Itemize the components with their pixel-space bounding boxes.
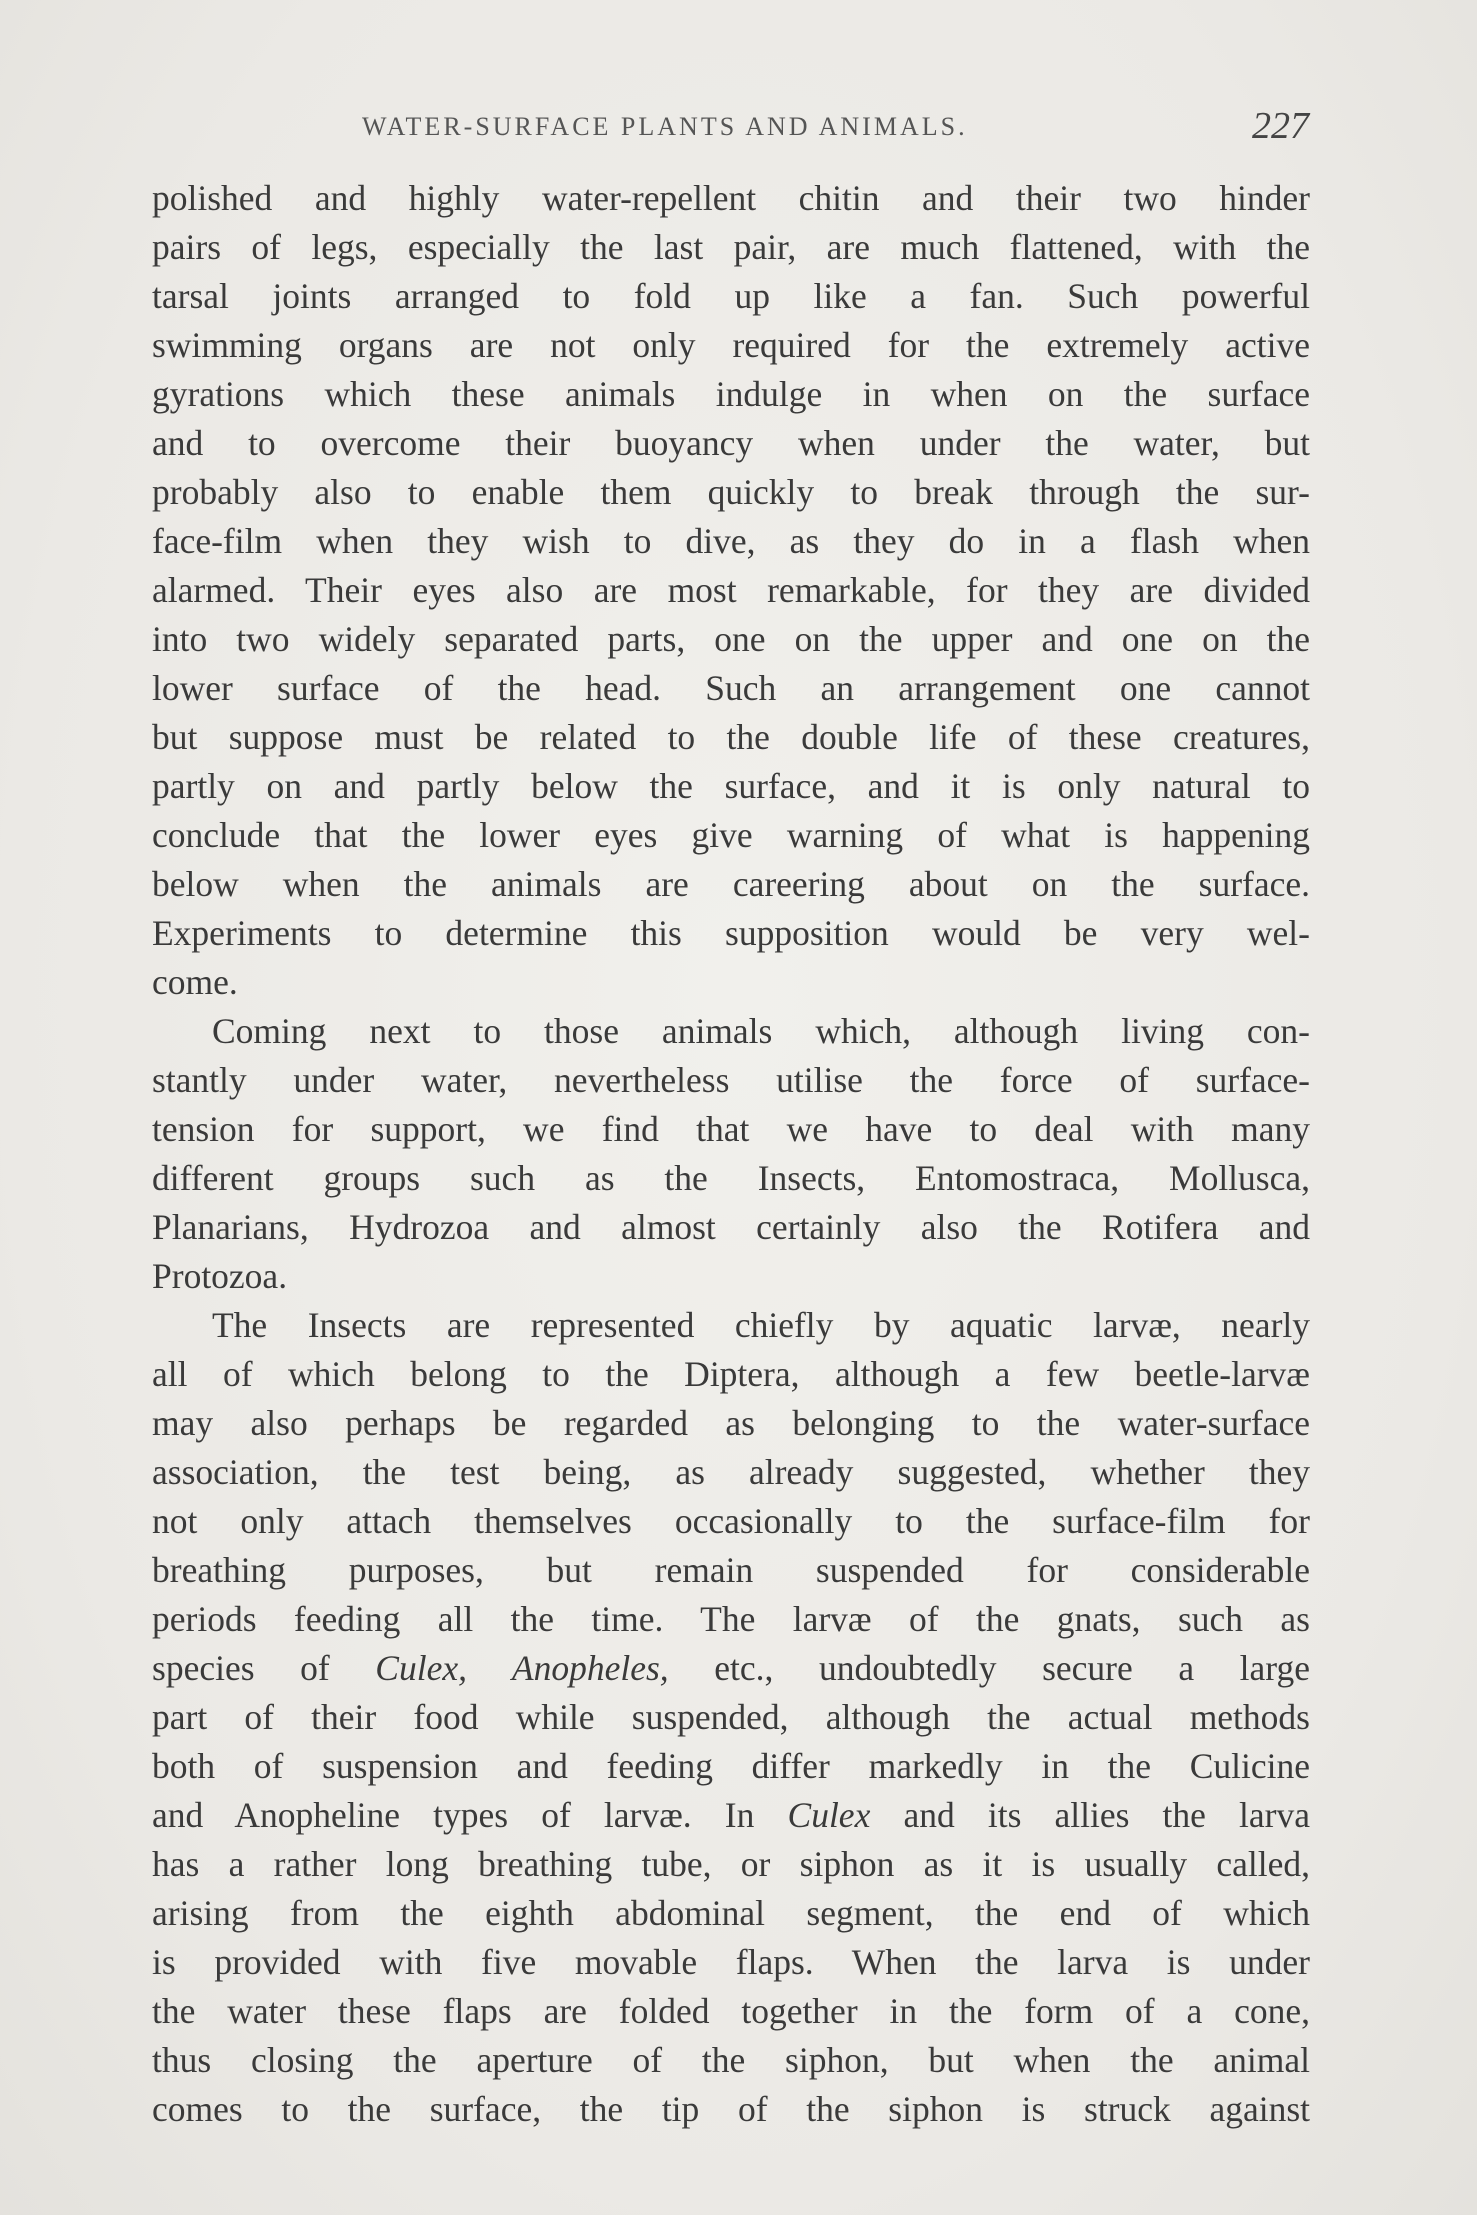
text-line: conclude that the lower eyes give warning of what is happening [152,815,1310,855]
text-line: face-film when they wish to dive, as they do in a flash when [152,521,1310,561]
text-line [152,1791,1310,1840]
text-line: Coming next to those animals which, although living con- [212,1011,1310,1051]
text-line: thus closing the aperture of the siphon, but when the animal [152,2040,1310,2080]
text-line: The Insects are represented chiefly by aquatic larvæ, nearly [212,1305,1310,1345]
text-line: into two widely separated parts, one on the upper and one on the [152,619,1310,659]
text-line: stantly under water, nevertheless utilise the force of surface- [152,1060,1310,1100]
text-line: breathing purposes, but remain suspended for considerable [152,1550,1310,1590]
text-segment: and its allies the larva [870,1795,1310,1835]
text-line: part of their food while suspended, although the actual methods [152,1697,1310,1737]
text-line: below when the animals are careering about on the surface. [152,864,1310,904]
text-segment: etc., undoubtedly secure a large [668,1648,1310,1688]
italic-taxon: Culex [787,1795,871,1835]
page-header [150,104,1315,154]
text-line: tension for support, we find that we have to deal with many [152,1109,1310,1149]
text-line: arising from the eighth abdominal segment, the end of which [152,1893,1310,1933]
text-line: is provided with five movable flaps. When the larva is under [152,1942,1310,1982]
text-line: different groups such as the Insects, Entomostraca, Mollusca, [152,1158,1310,1198]
text-line: probably also to enable them quickly to break through the sur- [152,472,1310,512]
text-line: swimming organs are not only required for the extremely active [152,325,1310,365]
text-segment: species of [152,1648,376,1688]
text-line: pairs of legs, especially the last pair, are much flattened, with the [152,227,1310,267]
text-line: tarsal joints arranged to fold up like a fan. Such powerful [152,276,1310,316]
text-line: comes to the surface, the tip of the siphon is struck against [152,2089,1310,2129]
body-text [152,174,1310,2134]
text-line: periods feeding all the time. The larvæ of the gnats, such as [152,1599,1310,1639]
text-line: association, the test being, as already suggested, whether they [152,1452,1310,1492]
page-number: 227 [1252,105,1309,147]
text-line: come. [152,962,238,1002]
text-line: lower surface of the head. Such an arrangement one cannot [152,668,1310,708]
text-line: Protozoa. [152,1256,288,1296]
text-line [152,1644,1310,1693]
text-line: not only attach themselves occasionally to the surface-film for [152,1501,1310,1541]
text-line: Planarians, Hydrozoa and almost certainly also the Rotifera and [152,1207,1310,1247]
text-line: all of which belong to the Diptera, although a few beetle-larvæ [152,1354,1310,1394]
text-line: polished and highly water-repellent chitin and their two hinder [152,178,1310,218]
text-line: partly on and partly below the surface, and it is only natural to [152,766,1310,806]
text-line: may also perhaps be regarded as belonging to the water-surface [152,1403,1310,1443]
text-line: but suppose must be related to the double life of these creatures, [152,717,1310,757]
text-line: both of suspension and feeding differ markedly in the Culicine [152,1746,1310,1786]
text-line: the water these flaps are folded together in the form of a cone, [152,1991,1310,2031]
running-head: WATER-SURFACE PLANTS AND ANIMALS. [362,112,968,141]
text-line: and to overcome their buoyancy when under the water, but [152,423,1310,463]
text-line: gyrations which these animals indulge in when on the surface [152,374,1310,414]
italic-taxon: Culex, Anopheles, [375,1648,669,1688]
text-segment: and Anopheline types of larvæ. In [152,1795,788,1835]
text-line: Experiments to determine this supposition would be very wel- [152,913,1310,953]
text-line: has a rather long breathing tube, or siphon as it is usually called, [152,1844,1310,1884]
text-line: alarmed. Their eyes also are most remarkable, for they are divided [152,570,1310,610]
